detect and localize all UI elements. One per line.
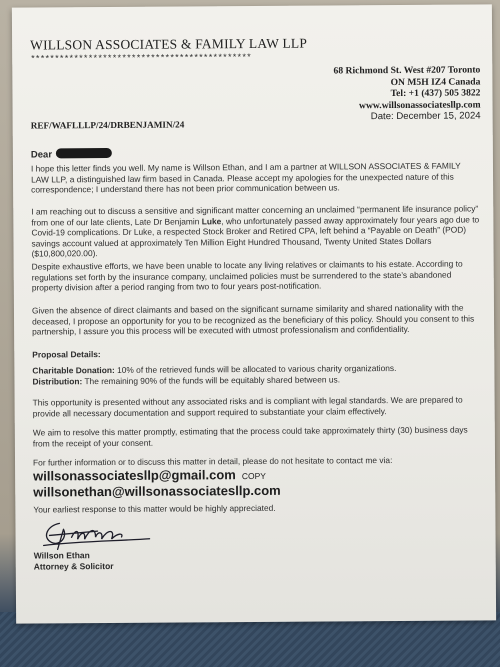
- salutation-text: Dear: [30, 149, 53, 161]
- salutation: [31, 148, 112, 161]
- copy-note: COPY: [241, 470, 266, 482]
- firm-name: WILLSON ASSOCIATES & FAMILY LAW LLP: [30, 35, 308, 53]
- contact-email-2[interactable]: willsonethan@willsonassociatesllp.com: [33, 482, 281, 500]
- contact-email-1-line: [33, 467, 266, 484]
- distribution-label: Distribution:: [32, 376, 83, 387]
- paragraph-contact: For further information or to discuss this matter in detail, please do not hesitate to contact me via:: [32, 455, 393, 468]
- letter-page: [12, 4, 496, 623]
- contact-email-1[interactable]: willsonassociatesllp@gmail.com: [33, 467, 236, 484]
- charitable-label: Charitable Donation:: [32, 364, 115, 376]
- paragraph-intro: I hope this letter finds you well. My name is Willson Ethan, and I am a partner at WILLSON ASSOCIATES & FAMILY LAW LLP, a distinguished law firm based in Canada. Please accept my apologies for the unexpected nature of this correspondence; I understand there has not been prior communication between us.: [30, 160, 461, 195]
- signer-title: Attorney & Solicitor: [33, 560, 114, 572]
- paragraph-compliance: This opportunity is presented without any associated risks and is compliant with legal standards. We are prepared to provide all necessary documentation and support required to substantiate your claim effectively.: [32, 394, 463, 419]
- deceased-surname: Luke: [201, 215, 222, 226]
- signer-block: [34, 550, 114, 572]
- website: www.willsonassociatesllp.com: [358, 98, 481, 111]
- proposal-heading: Proposal Details:: [32, 349, 101, 360]
- distribution-line: [32, 373, 480, 387]
- paragraph-proposal: Given the absence of direct claimants and based on the significant surname similarity and shared nationality with the deceased, I propose an opportunity for you to be recognized as the beneficiary of this policy. Should you consent to this partnership, I assure you this process will be executed with utmost professionalism and confidentiality.: [31, 302, 475, 337]
- reference-number: REF/WAFLLLP/24/DRBENJAMIN/24: [30, 119, 185, 131]
- header-divider: **********************************************: [30, 53, 252, 65]
- address-line-2: ON M5H IZ4 Canada: [390, 75, 481, 88]
- paragraph-policy-text-1: I am reaching out to discuss a sensitive and significant matter concerning an unclaimed “permanent life insurance policy” from one of our late clients, Late Dr Benjamin: [31, 203, 479, 228]
- signer-name: Willson Ethan: [33, 550, 90, 561]
- address-line-1: 68 Richmond St. West #207 Toronto: [333, 64, 481, 77]
- letter-date: Date: December 15, 2024: [370, 110, 481, 123]
- phone-number: Tel: +1 (437) 505 3822: [390, 87, 481, 100]
- paragraph-policy-text-2: , who unfortunately passed away approximately four years ago due to Covid-19 complications. Dr Luke, a respected Stock Broker and Retired CPA, left behind a “Payable on Death” (POD) savings account valued at approximately Ten Million Eight Hundred Thousand, Twenty United States Dollars ($10,800,020.00).: [31, 214, 480, 259]
- paragraph-search: Despite exhaustive efforts, we have been unable to locate any living relatives or claimants to his estate. According to regulations set forth by the insurance company, unclaimed policies must be surrendered to the state’s abandoned property division after a period ranging from two to four years post-notification.: [31, 258, 463, 293]
- handwritten-signature: [37, 515, 157, 552]
- firm-address-block: [333, 64, 480, 123]
- paragraph-policy: [31, 203, 479, 259]
- redacted-name: [56, 148, 112, 158]
- distribution-text: The remaining 90% of the funds will be equitably shared between us.: [82, 374, 341, 387]
- charitable-text: 10% of the retrieved funds will be allocated to various charity organizations.: [114, 363, 397, 375]
- paragraph-closing: Your earliest response to this matter would be highly appreciated.: [33, 502, 276, 515]
- paragraph-timeline: We aim to resolve this matter promptly, estimating that the process could take approximately thirty (30) business days from the receipt of your consent.: [32, 424, 468, 449]
